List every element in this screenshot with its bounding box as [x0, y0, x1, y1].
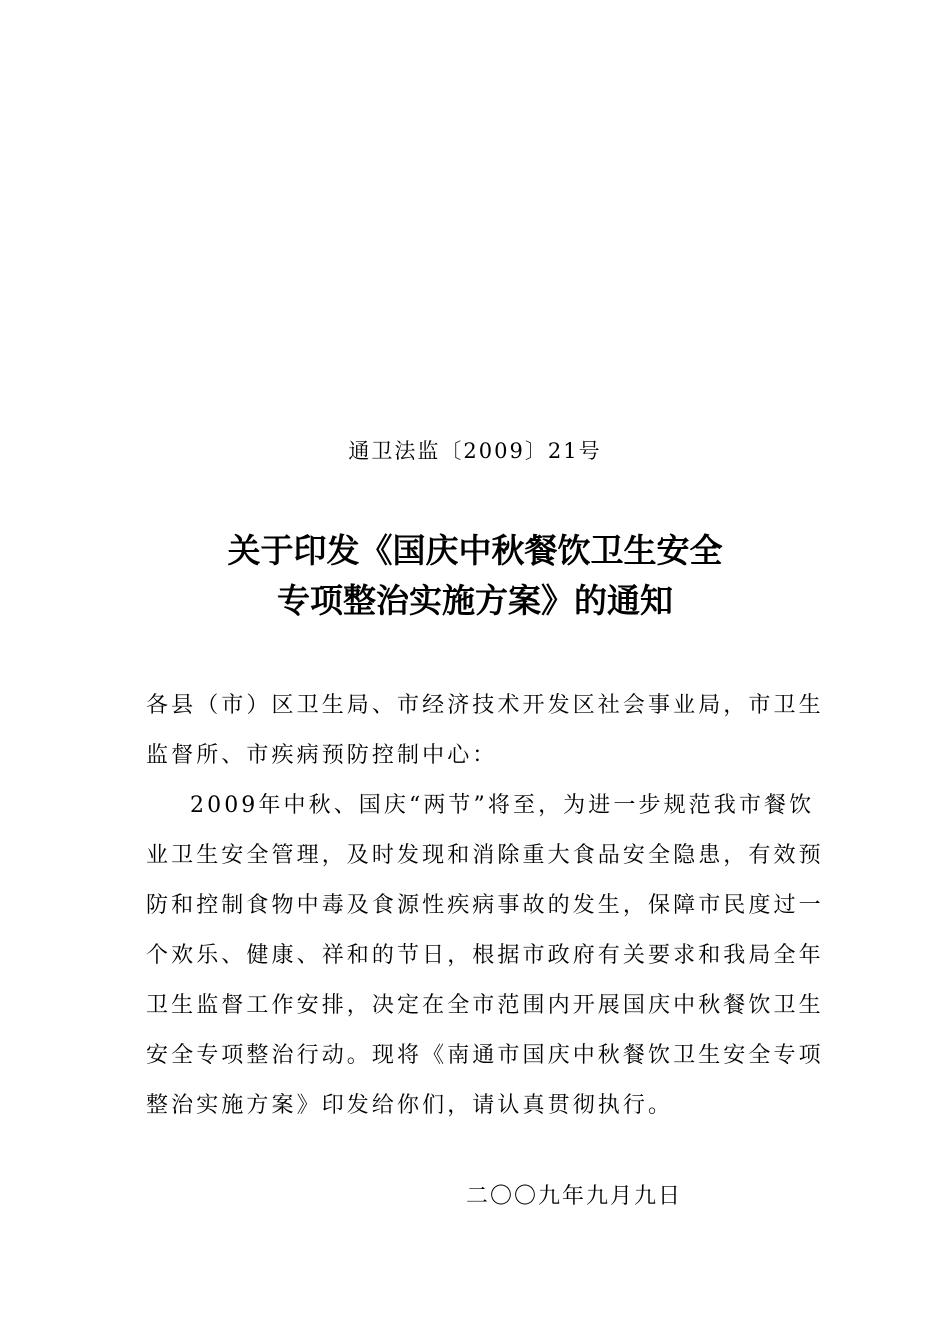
issue-date: 二〇〇九年九月九日: [466, 1184, 683, 1209]
document-number: 通卫法监〔2009〕21号: [348, 439, 602, 463]
body-line-1: 2009年中秋、国庆“两节”将至，为进一步规范我市餐饮: [190, 793, 815, 818]
title-line-1: 关于印发《国庆中秋餐饮卫生安全: [227, 531, 723, 570]
body-line-2: 业卫生安全管理，及时发现和消除重大食品安全隐患，有效预: [146, 843, 824, 868]
body-line-4: 个欢乐、健康、祥和的节日，根据市政府有关要求和我局全年: [146, 943, 824, 968]
title-line-2: 专项整治实施方案》的通知: [277, 581, 673, 620]
document-title: [0, 526, 950, 626]
salutation-line-2: 监督所、市疾病预防控制中心：: [146, 743, 498, 768]
body-line-3: 防和控制食物中毒及食源性疾病事故的发生，保障市民度过一: [146, 893, 824, 918]
body-line-6: 安全专项整治行动。现将《南通市国庆中秋餐饮卫生安全专项: [146, 1043, 824, 1068]
document-body: [146, 681, 824, 1131]
body-line-5: 卫生监督工作安排，决定在全市范围内开展国庆中秋餐饮卫生: [146, 993, 824, 1018]
body-line-7: 整治实施方案》印发给你们，请认真贯彻执行。: [146, 1093, 674, 1118]
salutation-line-1: 各县（市）区卫生局、市经济技术开发区社会事业局，市卫生: [146, 693, 824, 718]
